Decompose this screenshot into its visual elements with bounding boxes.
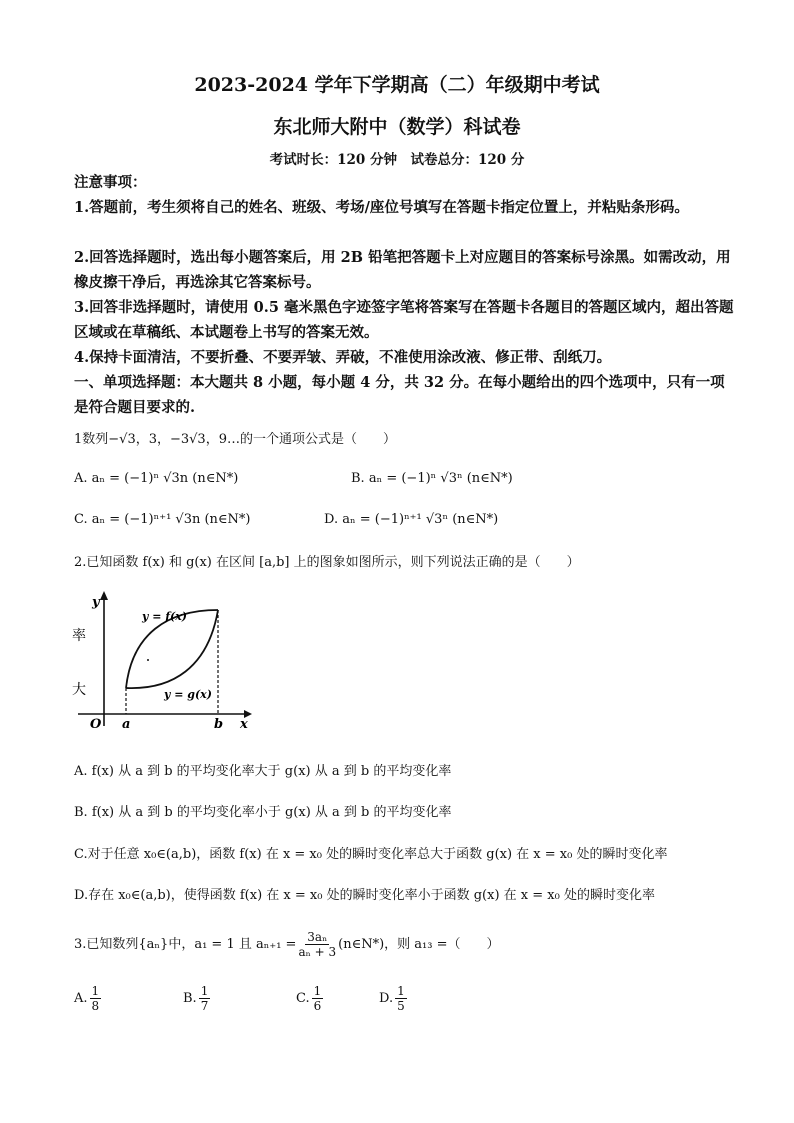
exam-title: 2023-2024 学年下学期高（二）年级期中考试 — [194, 74, 600, 96]
q3-frac-den: aₙ + 3 — [298, 945, 337, 959]
q1-stem: 1数列−√3，3，−3√3，9…的一个通项公式是（ ） — [74, 432, 396, 447]
note-item-2: 2.回答选择题时，选出每小题答案后，用 2B 铅笔把答题卡上对应题目的答案标号涂黑。如需改动，用橡皮擦干净后，再选涂其它答案标号。 — [74, 249, 731, 291]
q3-option-b — [183, 984, 212, 1013]
exam-subtitle: 东北师大附中（数学）科试卷 — [273, 116, 521, 138]
frac-den: 7 — [200, 999, 209, 1013]
option-letter: B. — [183, 991, 197, 1006]
q2-option-b: B. f(x) 从 a 到 b 的平均变化率小于 g(x) 从 a 到 b 的平均变化率 — [74, 805, 452, 820]
margin-char-1: 率 — [72, 628, 86, 644]
a-label: a — [122, 717, 131, 732]
origin-label: O — [90, 717, 102, 732]
frac-num: 1 — [200, 984, 209, 998]
y-axis-arrow — [100, 591, 108, 600]
q3-frac-num: 3aₙ — [307, 930, 328, 944]
speck — [147, 659, 149, 661]
q3-option-d — [379, 984, 409, 1013]
f-label: y = f(x) — [142, 610, 187, 623]
q3-recurrence-fraction — [298, 930, 336, 959]
note-item-1: 1.答题前，考生须将自己的姓名、班级、考场/座位号填写在答题卡指定位置上，并粘贴条形码。 — [74, 199, 689, 216]
q3-stem-after: (n∈N*)，则 a₁₃ =（ ） — [338, 936, 500, 952]
g-label: y = g(x) — [164, 688, 212, 701]
frac-den: 5 — [397, 999, 405, 1013]
margin-char-2: 大 — [72, 682, 86, 698]
q3-stem-before: 3.已知数列{aₙ}中，a₁ = 1 且 aₙ₊₁ = — [74, 936, 297, 952]
note-item-3: 3.回答非选择题时，请使用 0.5 毫米黑色字迹签字笔将答案写在答题卡各题目的答题区域内，超出答题区域或在草稿纸、本试题卷上书写的答案无效。 — [74, 299, 734, 341]
q2-stem: 2.已知函数 f(x) 和 g(x) 在区间 [a,b] 上的图象如图所示，则下列说法正确的是（ ） — [74, 555, 580, 570]
q2-function-graph — [72, 586, 252, 732]
q1-option-a: A. aₙ = (−1)ⁿ √3n (n∈N*) — [74, 471, 239, 486]
frac-num: 1 — [91, 984, 100, 998]
q3-option-a — [74, 984, 103, 1013]
frac-num: 1 — [397, 984, 405, 998]
q1-option-b: B. aₙ = (−1)ⁿ √3ⁿ (n∈N*) — [351, 471, 513, 486]
y-label: y — [92, 595, 100, 610]
x-label: x — [240, 717, 248, 732]
q2-option-d: D.存在 x₀∈(a,b)，使得函数 f(x) 在 x = x₀ 处的瞬时变化率小于函数 g(x) 在 x = x₀ 处的瞬时变化率 — [74, 888, 655, 903]
q1-option-c: C. aₙ = (−1)ⁿ⁺¹ √3n (n∈N*) — [74, 512, 251, 527]
q2-option-c: C.对于任意 x₀∈(a,b)，函数 f(x) 在 x = x₀ 处的瞬时变化率总大于函数 g(x) 在 x = x₀ 处的瞬时变化率 — [74, 847, 668, 862]
option-letter: D. — [379, 991, 394, 1006]
frac-den: 6 — [313, 999, 322, 1013]
option-letter: A. — [74, 991, 88, 1006]
q3-stem — [74, 930, 499, 959]
option-letter: C. — [296, 991, 310, 1006]
exam-info: 考试时长：120 分钟 试卷总分：120 分 — [269, 152, 525, 168]
frac-num: 1 — [313, 984, 322, 998]
b-label: b — [214, 717, 224, 732]
frac-den: 8 — [91, 999, 100, 1013]
q3-option-c — [296, 984, 325, 1013]
q1-option-d: D. aₙ = (−1)ⁿ⁺¹ √3ⁿ (n∈N*) — [324, 512, 499, 527]
note-item-4: 4.保持卡面清洁，不要折叠、不要弄皱、弄破，不准使用涂改液、修正带、刮纸刀。 — [74, 349, 612, 366]
notes-heading: 注意事项： — [74, 174, 147, 191]
section-heading: 一、单项选择题：本大题共 8 小题，每小题 4 分，共 32 分。在每小题给出的四个选项中，只有一项是符合题目要求的. — [74, 374, 725, 416]
q2-option-a: A. f(x) 从 a 到 b 的平均变化率大于 g(x) 从 a 到 b 的平均变化率 — [74, 764, 452, 779]
